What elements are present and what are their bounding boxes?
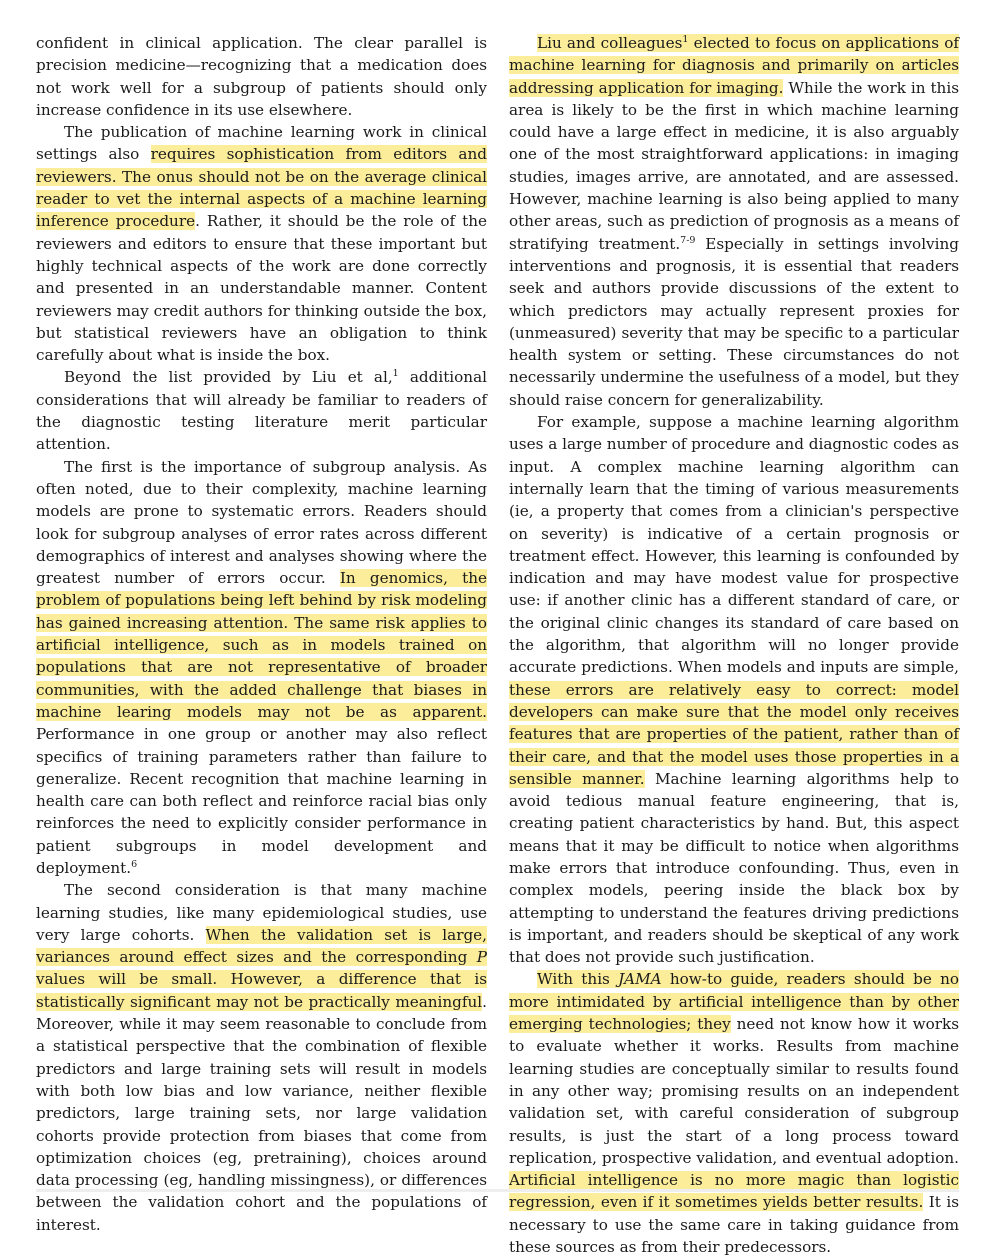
reference-superscript: 1 xyxy=(392,368,399,380)
paragraph xyxy=(509,968,959,1258)
reference-superscript: 1 xyxy=(682,33,689,45)
body-text: Machine learning algorithms help to avoid tedious manual feature engineering, that is, creating patient characteristics by hand. But, this aspect means that it may be difficult to notice when algorithms make errors that introduce confounding. Thus, even in complex models, peering inside the black box by attempting to understand the features driving predictions is important, and readers should be skeptical of any work that does not provide such justification. xyxy=(509,769,959,967)
reference-superscript: 6 xyxy=(131,858,138,870)
paragraph xyxy=(509,32,959,411)
paragraph xyxy=(36,366,487,455)
highlighted-text: When the validation set is large, variances around effect sizes and the corresponding xyxy=(36,925,487,967)
body-text: The publication of machine learning work in clinical settings also xyxy=(36,123,487,164)
body-text: Beyond the list provided by Liu et al, xyxy=(64,368,393,387)
body-text: additional considerations that will already be familiar to readers of the diagnostic testing literature merit particular attention. xyxy=(36,368,487,454)
italic-text: JAMA xyxy=(618,970,662,989)
highlighted-text: With this xyxy=(537,970,619,989)
body-text: . Rather, it should be the role of the reviewers and editors to ensure that these important but highly technical aspects of the work are done correctly and presented in an understandable manner. Content reviewers may credit authors for thinking outside the box, but statistical reviewers have an obligation to think carefully about what is inside the box. xyxy=(36,212,487,365)
paragraph xyxy=(36,456,487,880)
highlighted-text: how-to guide, readers should be no more intimidated by artificial intelligence than by other emerging technologies; they xyxy=(509,970,959,1034)
highlighted-text: these errors are relatively easy to correct: model developers can make sure that the model only receives features that are properties of the patient, rather than of their care, and that the model uses those properties in a sensible manner. xyxy=(509,680,959,788)
highlighted-text: values will be small. However, a difference that is statistically significant may not be practically meaningful xyxy=(36,970,487,1011)
paragraph xyxy=(36,879,487,1236)
page-bottom-divider xyxy=(36,1189,959,1192)
body-text: need not know how it works to evaluate whether it works. Results from machine learning studies are conceptually similar to results found in any other way; promising results on an independent validation set, with careful consideration of subgroup results, is just the start of a long process toward replication, prospective validation, and eventual adoption. xyxy=(509,1015,959,1167)
left-column xyxy=(36,32,487,1236)
body-text: Especially in settings involving interventions and prognosis, it is essential that readers seek and authors provide discussions of the extent to which predictors may actually represent proxies for (unmeasured) severity that may be specific to a particular health system or setting. These circumstances do not necessarily undermine the usefulness of a model, but they should raise concern for generalizability. xyxy=(509,234,959,409)
body-text: . Moreover, while it may seem reasonable to conclude from a statistical perspective that the combination of flexible predictors and large training sets will result in models with both low bias and low variance, neither flexible predictors, large training sets, nor large validation cohorts provide protection from biases that come from optimization choices (eg, pretraining), choices around data processing (eg, handling missingness), or differences between the validation cohort and the populations of interest. xyxy=(36,992,487,1234)
body-text: confident in clinical application. The clear parallel is precision medicine—recognizing that a medication does not work well for a subgroup of patients should only increase confidence in its use elsewhere. xyxy=(36,34,487,119)
body-text: While the work in this area is likely to be the first in which machine learning could have a large effect in medicine, it is also arguably one of the most straightforward applications: in imaging studies, images arrive, are annotated, and are assessed. However, machine learning is also being applied to many other areas, such as prediction of prognosis as a means of stratifying treatment. xyxy=(509,78,959,253)
paragraph xyxy=(509,411,959,968)
highlighted-text: Artificial intelligence is no more magic than logistic regression, even if it sometimes yields better results. xyxy=(509,1171,959,1212)
body-text: The first is the importance of subgroup analysis. As often noted, due to their complexity, machine learning models are prone to systematic errors. Readers should look for subgroup analyses of error rates across different demographics of interest and analyses showing where the greatest number of errors occur. xyxy=(36,457,487,588)
body-text: For example, suppose a machine learning algorithm uses a large number of procedure and diagnostic codes as input. A complex machine learning algorithm can internally learn that the timing of various measurements (ie, a property that comes from a clinician's perspective on severity) is indicative of a certain prognosis or treatment effect. However, this learning is confounded by indication and may have modest value for prospective use: if another clinic has a different standard of care, or the original clinic changes its standard of care based on the algorithm, that algorithm will no longer provide accurate predictions. When models and inputs are simple, xyxy=(509,413,959,677)
body-text: It is necessary to use the same care in taking guidance from these sources as from their predecessors. xyxy=(509,1193,959,1257)
highlighted-text: Liu and colleagues xyxy=(537,34,683,52)
body-text: The second consideration is that many machine learning studies, like many epidemiological studies, use very large cohorts. xyxy=(36,881,487,944)
highlighted-text: In genomics, the problem of populations being left behind by risk modeling has gained increasing attention. The same risk applies to artificial intelligence, such as in models trained on populations that are not representative of broader communities, with the added challenge that biases in machine learing models may not be as apparent. xyxy=(36,569,487,721)
paragraph xyxy=(36,121,487,366)
right-column xyxy=(509,32,959,1258)
highlighted-text: elected to focus on applications of machine learning for diagnosis and primarily on articles addressing application for imaging. xyxy=(509,34,959,97)
body-text: Performance in one group or another may also reflect specifics of training parameters rather than failure to generalize. Recent recognition that machine learning in health care can both reflect and reinforce racial bias only reinforces the need to explicitly consider performance in patient subgroups in model development and deployment. xyxy=(36,725,487,877)
paragraph xyxy=(36,32,487,121)
reference-superscript: 7-9 xyxy=(680,234,696,246)
italic-text: P xyxy=(476,948,487,967)
highlighted-text: requires sophistication from editors and reviewers. The onus should not be on the average clinical reader to vet the internal aspects of a machine learning inference procedure xyxy=(36,145,487,231)
